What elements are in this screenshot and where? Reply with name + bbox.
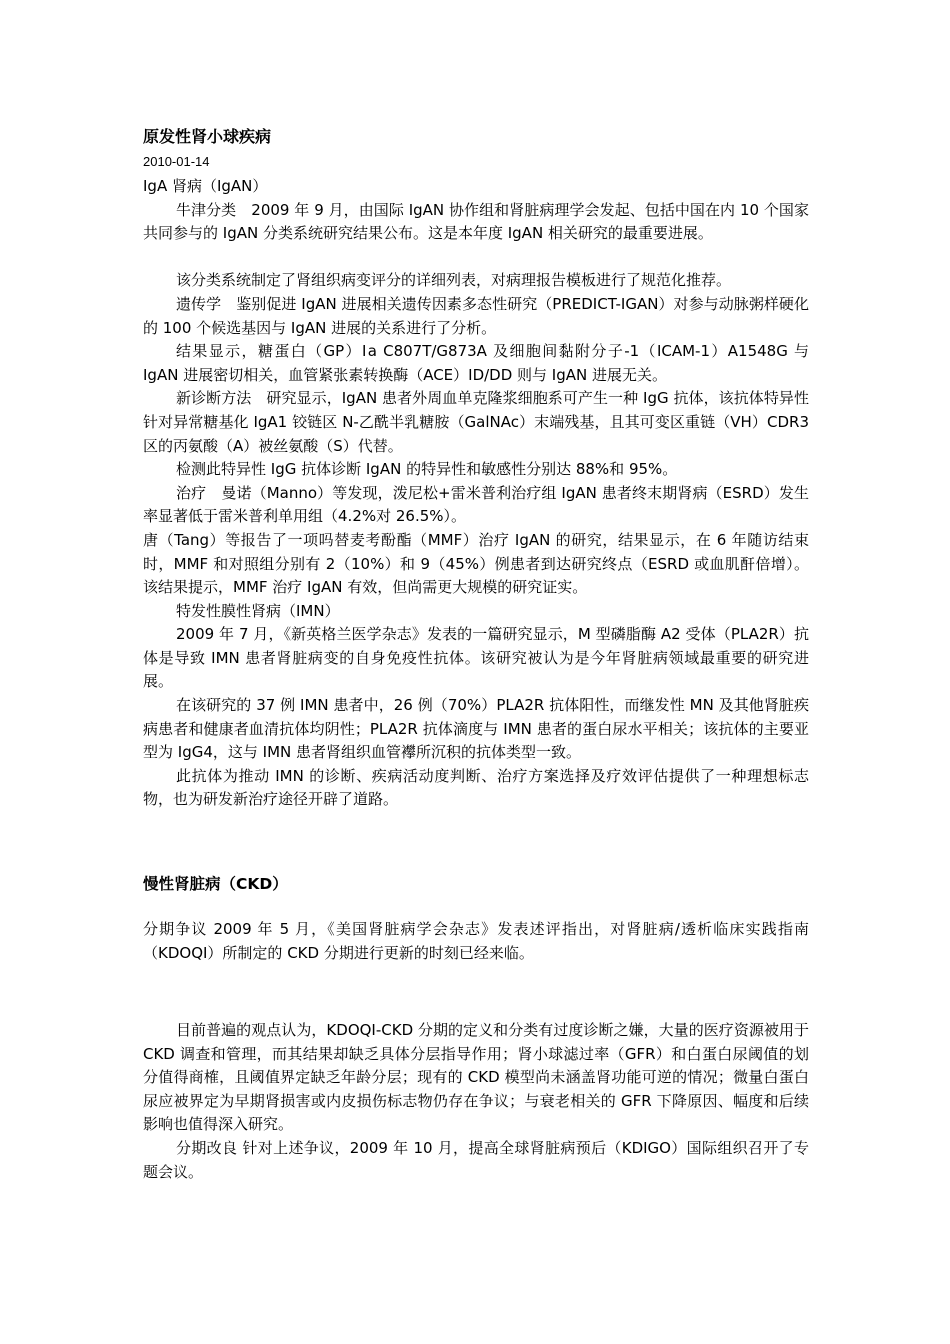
- paragraph: 在该研究的 37 例 IMN 患者中，26 例（70%）PLA2R 抗体阳性，而继发性 MN 及其他肾脏疾病患者和健康者血清抗体均阴性；PLA2R 抗体滴度与 IMN 患者的蛋白尿水平相关；该抗体的主要亚型为 IgG4，这与 IMN 患者肾组织血管襻所沉积的抗体类型一致。: [143, 696, 809, 762]
- igan-heading: IgA 肾病（IgAN）: [143, 177, 268, 195]
- paragraph: 此抗体为推动 IMN 的诊断、疾病活动度判断、治疗方案选择及疗效评估提供了一种理想标志物，也为研发新治疗途径开辟了道路。: [143, 766, 809, 809]
- paragraph: 结果显示，糖蛋白（GP）Ⅰa C807T/G873A 及细胞间黏附分子-1（ICAM-1）A1548G 与 IgAN 进展密切相关，血管紧张素转换酶（ACE）ID/DD 则与 IgAN 进展无关。: [143, 342, 809, 384]
- paragraph: 治疗 曼诺（Manno）等发现，泼尼松+雷米普利治疗组 IgAN 患者终末期肾病（ESRD）发生率显著低于雷米普利单用组（4.2%对 26.5%）。: [143, 483, 809, 526]
- paragraph: 2009 年 7 月，《新英格兰医学杂志》发表的一篇研究显示，M 型磷脂酶 A2 受体（PLA2R）抗体是导致 IMN 患者肾脏病变的自身免疫性抗体。该研究被认为是今年肾脏病领域最重要的研究进展。: [143, 625, 809, 691]
- paragraph: 新诊断方法 研究显示，IgAN 患者外周血单克隆浆细胞系可产生一种 IgG 抗体，该抗体特异性针对异常糖基化 IgA1 铰链区 N-乙酰半乳糖胺（GalNAc）末端残基，且其可变区重链（VH）CDR3 区的丙氨酸（A）被丝氨酸（S）代替。: [143, 389, 809, 455]
- document-title: 原发性肾小球疾病: [143, 127, 272, 146]
- paragraph: 检测此特异性 IgG 抗体诊断 IgAN 的特异性和敏感性分别达 88%和 95%。: [176, 460, 678, 479]
- blank-line: [143, 246, 809, 270]
- paragraph: 分期改良 针对上述争议，2009 年 10 月，提高全球肾脏病预后（KDIGO）国际组织召开了专题会议。: [143, 1139, 809, 1181]
- ckd-p1: [143, 918, 809, 965]
- paragraph: 分期争议 2009 年 5 月，《美国肾脏病学会杂志》发表述评指出，对肾脏病/透析临床实践指南（KDOQI）所制定的 CKD 分期进行更新的时刻已经来临。: [143, 920, 809, 962]
- paragraph: 遗传学 鉴别促进 IgAN 进展相关遗传因素多态性研究（PREDICT-IGAN）对参与动脉粥样硬化的 100 个候选基因与 IgAN 进展的关系进行了分析。: [143, 294, 809, 337]
- paragraph: 目前普遍的观点认为，KDOQI-CKD 分期的定义和分类有过度诊断之嫌，大量的医疗资源被用于 CKD 调查和管理，而其结果却缺乏具体分层指导作用；肾小球滤过率（GFR）和白蛋白尿阈值的划分值得商榷，且阈值界定缺乏年龄分层；现有的 CKD 模型尚未涵盖肾功能可逆的情况；微量白蛋白尿应被界定为早期肾损害或内皮损伤标志物仍存在争议；与衰老相关的 GFR 下降原因、幅度和后续影响也值得深入研究。: [143, 1021, 809, 1134]
- document-date: 2010-01-14: [143, 154, 210, 169]
- paragraph: 该分类系统制定了肾组织病变评分的详细列表，对病理报告模板进行了规范化推荐。: [176, 271, 732, 290]
- paragraph: 牛津分类 2009 年 9 月，由国际 IgAN 协作组和肾脏病理学会发起、包括中国在内 10 个国家共同参与的 IgAN 分类系统研究结果公布。这是本年度 IgAN 相关研究的最重要进展。: [143, 200, 809, 243]
- igan-section: [143, 175, 809, 812]
- paragraph: 唐（Tang）等报告了一项吗替麦考酚酯（MMF）治疗 IgAN 的研究，结果显示，在 6 年随访结束时，MMF 和对照组分别有 2（10%）和 9（45%）例患者到达研究终点（ESRD 或血肌酐倍增）。该结果提示，MMF 治疗 IgAN 有效，但尚需更大规模的研究证实。: [143, 530, 809, 597]
- ckd-p3: [143, 1137, 809, 1184]
- ckd-heading: 慢性肾脏病（CKD）: [143, 875, 288, 893]
- imn-heading: 特发性膜性肾病（IMN）: [176, 601, 340, 620]
- ckd-p2: [143, 1019, 809, 1137]
